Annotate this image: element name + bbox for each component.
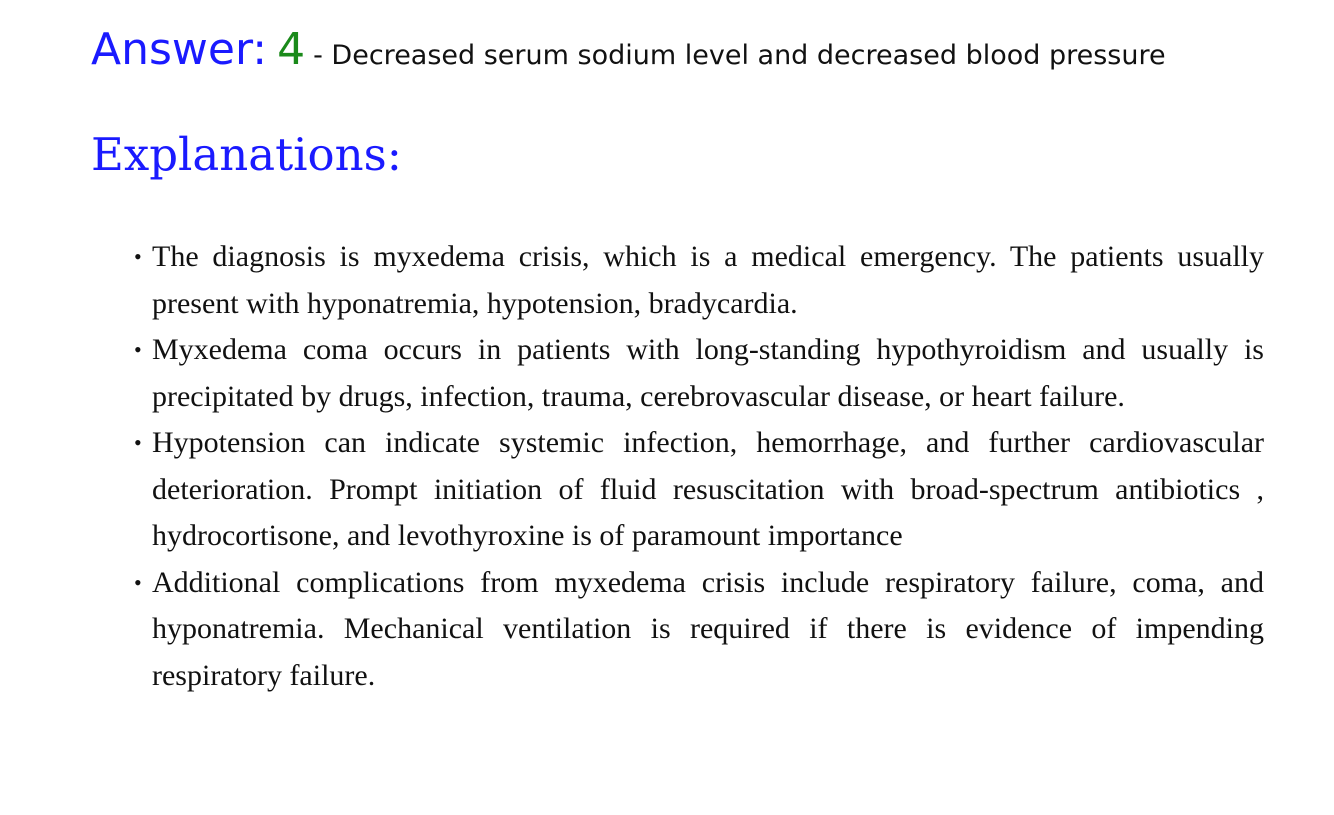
- explanations-heading: Explanations:: [91, 128, 402, 181]
- list-item-text: Additional complications from myxedema crisis include respiratory failure, coma, and hyponatremia. Mechanical ventilation is required if there is evidence of impending respiratory failure.: [152, 565, 1264, 692]
- list-item-text: Myxedema coma occurs in patients with long-standing hypothyroidism and usually is precipitated by drugs, infection, trauma, cerebrovascular disease, or heart failure.: [152, 333, 1264, 413]
- list-item: [134, 560, 1264, 700]
- list-item: [134, 420, 1264, 560]
- answer-text: - Decreased serum sodium level and decreased blood pressure: [313, 40, 1166, 71]
- answer-number: 4: [277, 24, 306, 75]
- answer-label: Answer:: [91, 24, 268, 75]
- list-item-text: The diagnosis is myxedema crisis, which is a medical emergency. The patients usually present with hyponatremia, hypotension, bradycardia.: [152, 240, 1264, 320]
- list-item: [134, 234, 1264, 327]
- bullet-icon: •: [134, 430, 142, 455]
- bullet-icon: •: [134, 337, 142, 362]
- bullet-icon: •: [134, 569, 142, 595]
- answer-line: [91, 24, 1166, 77]
- list-item: [134, 327, 1264, 420]
- bullet-icon: •: [134, 244, 142, 269]
- list-item-text: Hypotension can indicate systemic infection, hemorrhage, and further cardiovascular deterioration. Prompt initiation of fluid resuscitation with broad-spectrum antibiotics , hydrocortisone, and levothyroxine is of paramount importance: [152, 426, 1264, 552]
- explanations-list: [134, 234, 1264, 699]
